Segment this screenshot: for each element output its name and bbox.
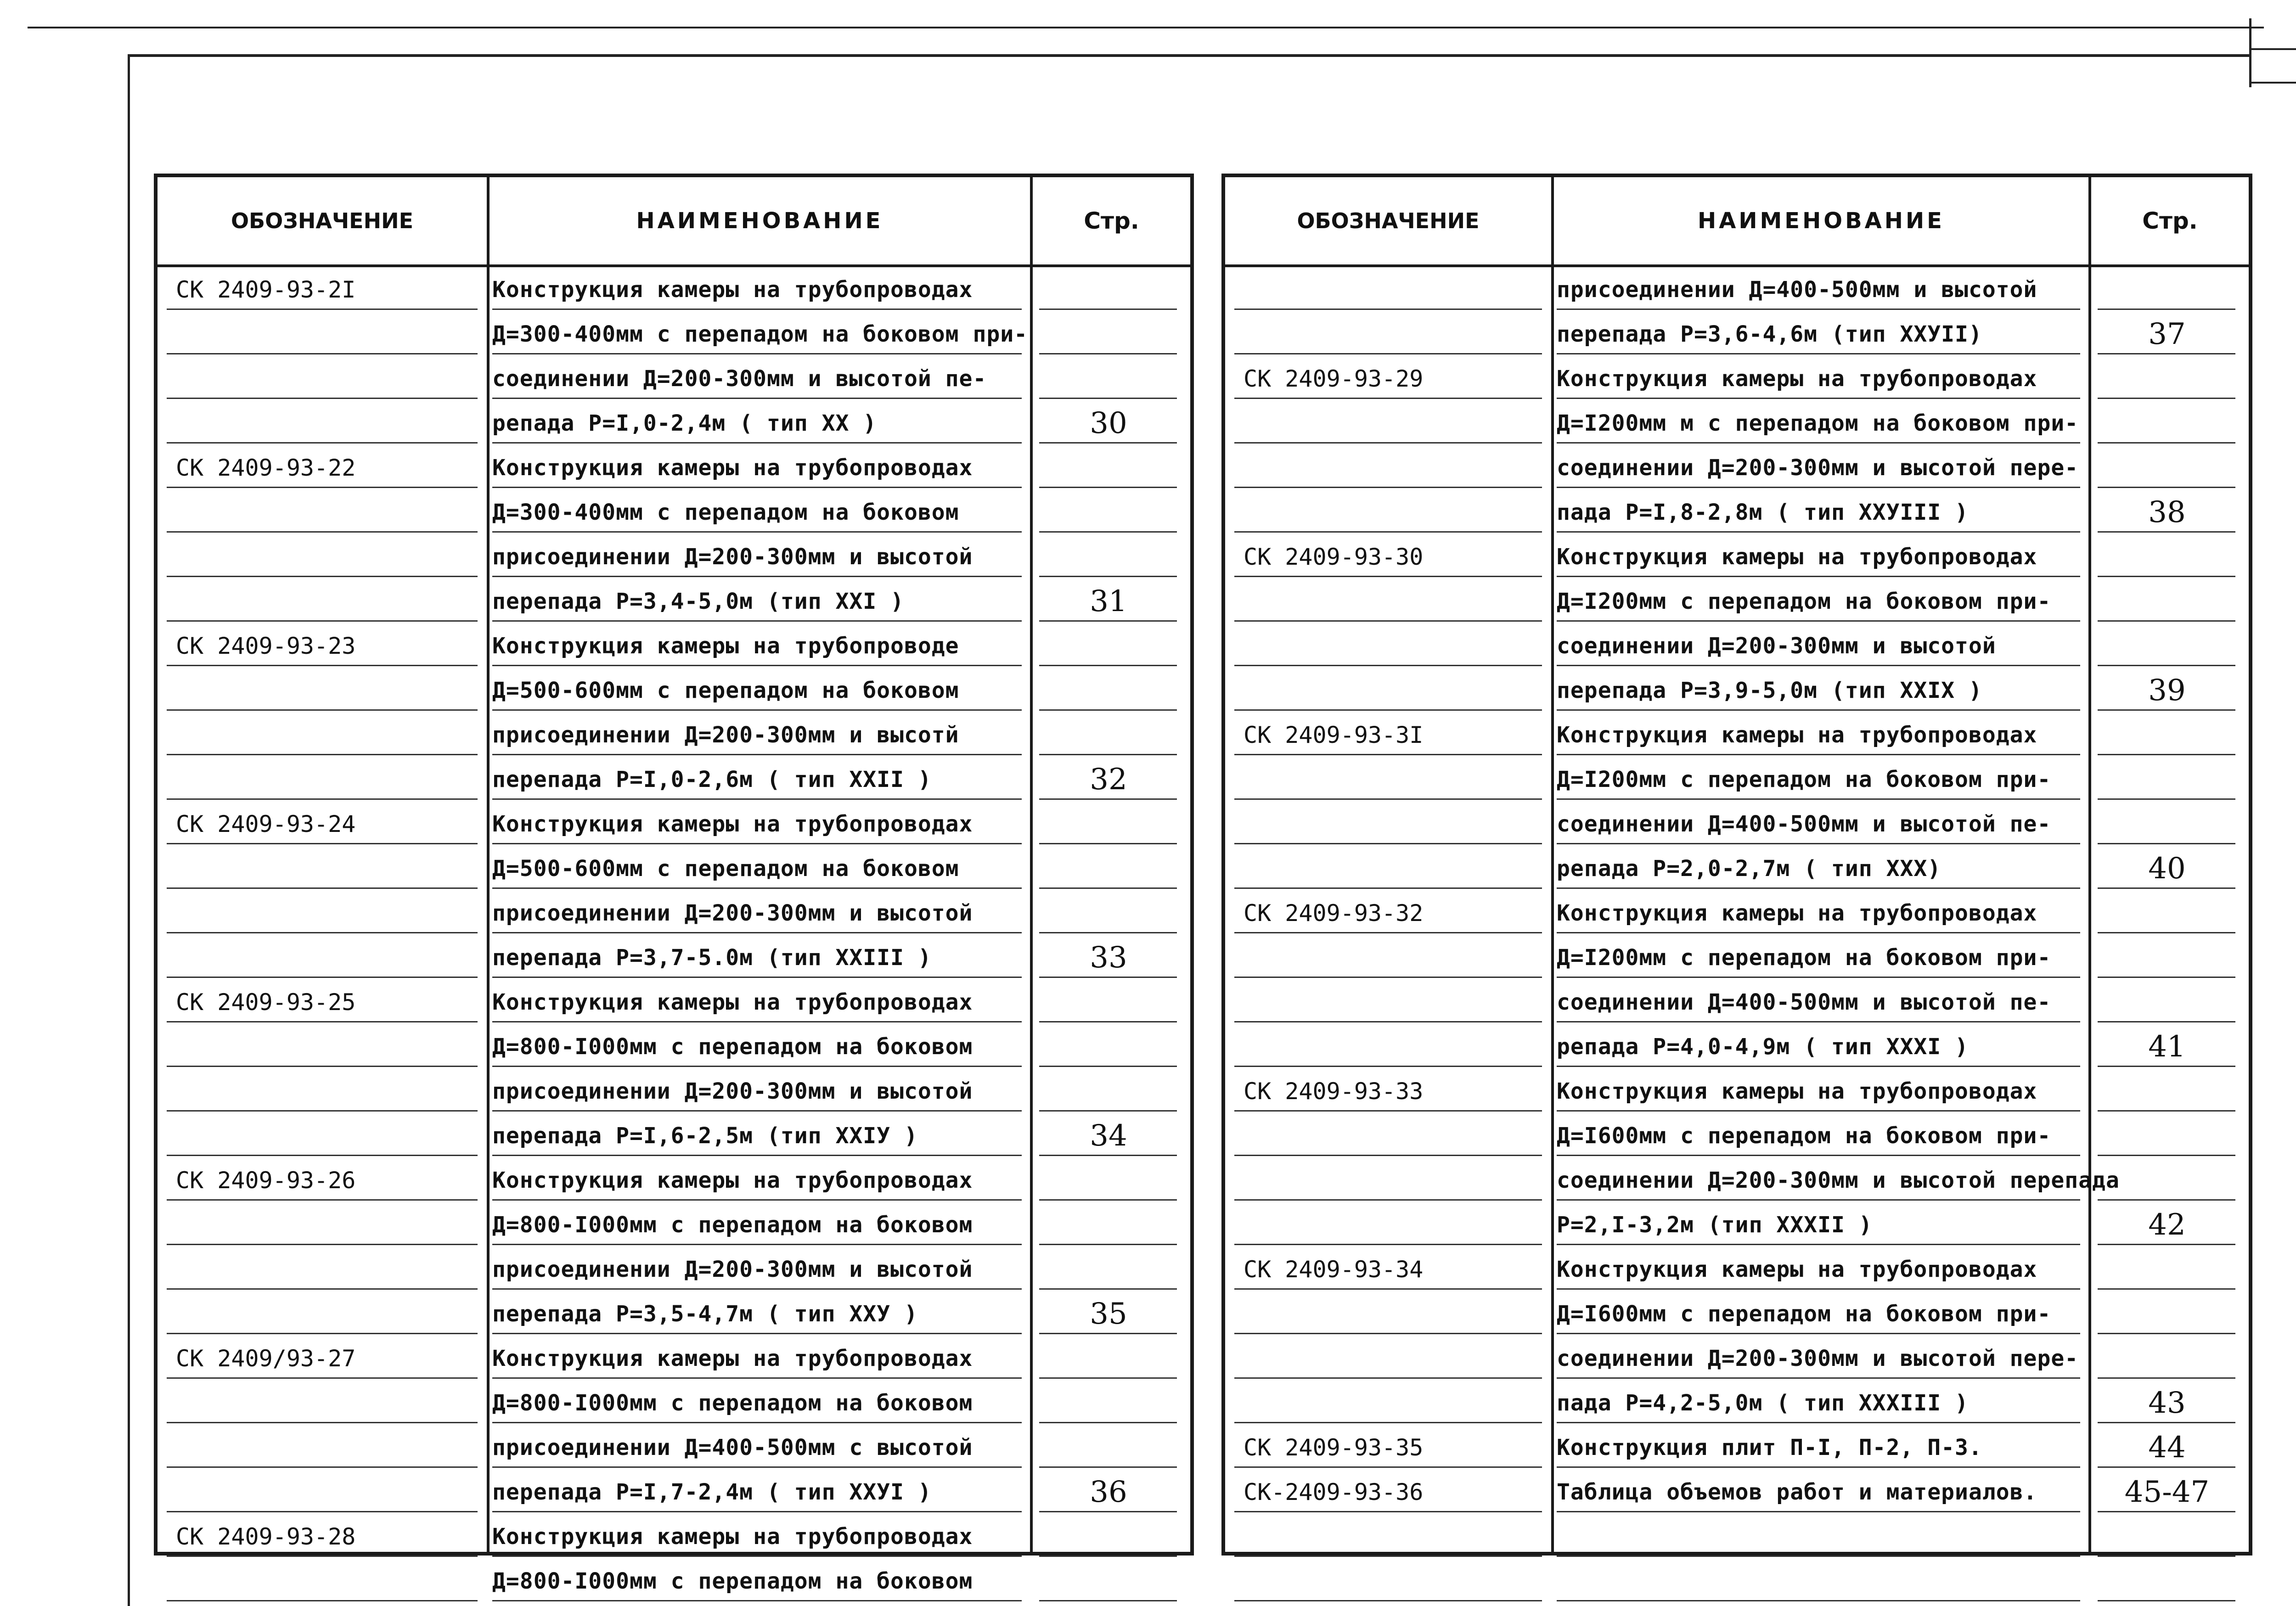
cell-code — [1244, 802, 1547, 846]
cell-page — [2091, 1158, 2243, 1202]
cell-name: соединении Д=400-500мм и высотой пе- — [1557, 989, 2051, 1015]
cell-page — [1033, 445, 1184, 490]
cell-name: Конструкция камеры на трубопроводах — [1557, 1078, 2037, 1104]
cell-name: Д=800-I000мм с перепадом на боковом — [492, 1390, 973, 1416]
table-header — [1225, 177, 2249, 267]
table-row — [158, 1113, 1190, 1158]
cell-name: репада Р=I,0-2,4м ( тип XX ) — [492, 410, 877, 436]
table-row — [158, 1247, 1190, 1292]
cell-code — [176, 846, 482, 891]
cell-page — [2091, 356, 2243, 401]
table-row — [158, 579, 1190, 623]
cell-page — [2091, 1247, 2243, 1292]
cell-name: Д=300-400мм с перепадом на боковом — [492, 499, 959, 525]
table-row — [158, 1069, 1190, 1113]
cell-name: перепада Р=3,4-5,0м (тип XXI ) — [492, 588, 904, 614]
cell-code — [1244, 1514, 1547, 1559]
table-row — [158, 713, 1190, 757]
table-row — [1225, 1381, 2249, 1425]
cell-page — [1033, 668, 1184, 713]
cell-page: 39 — [2148, 673, 2186, 708]
header-page: Стр. — [1084, 208, 1139, 234]
cell-name: Д=800-I000мм с перепадом на боковом — [492, 1212, 973, 1238]
table-row — [158, 267, 1190, 312]
cell-name: Конструкция камеры на трубопроводах — [1557, 1256, 2037, 1282]
cell-name: Д=I600мм с перепадом на боковом при- — [1557, 1301, 2051, 1327]
cell-page — [2091, 623, 2243, 668]
cell-page: 35 — [1090, 1297, 1127, 1331]
table-row — [158, 623, 1190, 668]
cell-page — [1033, 1336, 1184, 1381]
cell-page — [1033, 1381, 1184, 1425]
table-row — [1225, 757, 2249, 802]
top-border-line — [28, 27, 2264, 28]
cell-page — [1033, 356, 1184, 401]
table-row — [158, 802, 1190, 846]
cell-page — [2091, 713, 2243, 757]
cell-code — [1244, 757, 1547, 802]
table-row — [158, 356, 1190, 401]
cell-page: 36 — [1090, 1475, 1127, 1509]
cell-page — [2091, 1336, 2243, 1381]
cell-name: перепада Р=I,0-2,6м ( тип XXII ) — [492, 766, 932, 792]
cell-code: СК 2409-93-23 — [176, 632, 356, 659]
cell-code — [1244, 267, 1547, 312]
table-row — [158, 490, 1190, 534]
cell-name: пада Р=4,2-5,0м ( тип XXXIII ) — [1557, 1390, 1969, 1416]
cell-page — [2091, 1069, 2243, 1113]
header-name: НАИМЕНОВАНИЕ — [636, 208, 884, 234]
table-row — [1225, 713, 2249, 757]
cell-code — [176, 1247, 482, 1292]
table-row — [1225, 312, 2249, 356]
table-row — [158, 935, 1190, 980]
cell-page — [1033, 534, 1184, 579]
table-row — [158, 891, 1190, 935]
table-row — [1225, 1292, 2249, 1336]
cell-code — [176, 668, 482, 713]
table-row — [158, 1202, 1190, 1247]
cell-code — [1244, 1202, 1547, 1247]
cell-page — [2091, 534, 2243, 579]
cell-name: соединении Д=200-300мм и высотой — [1557, 633, 1996, 659]
table-row — [158, 1514, 1190, 1559]
cell-name: Д=I200мм с перепадом на боковом при- — [1557, 766, 2051, 792]
cell-name: перепада Р=I,6-2,5м (тип XXIУ ) — [492, 1123, 918, 1149]
cell-code — [1244, 668, 1547, 713]
cell-code: СК 2409-93-30 — [1244, 543, 1424, 570]
cell-code — [176, 1559, 482, 1603]
cell-name — [1557, 1559, 2085, 1603]
table-row — [1225, 401, 2249, 445]
cell-code: СК 2409-93-33 — [1244, 1078, 1424, 1105]
table-row — [158, 1381, 1190, 1425]
cell-name: соединении Д=200-300мм и высотой пере- — [1557, 455, 2079, 481]
cell-page — [1033, 1425, 1184, 1470]
cell-page: 45-47 — [2124, 1475, 2210, 1509]
cell-code — [1244, 1559, 1547, 1603]
contents-table-left — [154, 174, 1194, 1594]
table-row — [1225, 891, 2249, 935]
table-row — [1225, 1202, 2249, 1247]
cell-name: Д=800-I000мм с перепадом на боковом — [492, 1033, 973, 1060]
cell-name: Конструкция плит П-I, П-2, П-3. — [1557, 1434, 1982, 1460]
table-row — [1225, 846, 2249, 891]
cell-page — [1033, 802, 1184, 846]
cell-page — [2091, 980, 2243, 1024]
cell-code — [1244, 1381, 1547, 1425]
cell-page — [1033, 713, 1184, 757]
table-row — [158, 1470, 1190, 1514]
cell-code — [1244, 1336, 1547, 1381]
cell-name: соединении Д=200-300мм и высотой пере- — [1557, 1345, 2079, 1371]
cell-name: соединении Д=400-500мм и высотой пе- — [1557, 811, 2051, 837]
table-row — [1225, 1559, 2249, 1603]
cell-name: пада Р=I,8-2,8м ( тип XXУIII ) — [1557, 499, 1969, 525]
cell-code: СК 2409-93-26 — [176, 1167, 356, 1194]
cell-page — [1033, 846, 1184, 891]
cell-page — [2091, 935, 2243, 980]
cell-name: Конструкция камеры на трубопроводе — [492, 633, 959, 659]
right-edge-tick — [2250, 48, 2296, 50]
cell-page — [1033, 1514, 1184, 1559]
cell-code — [1244, 445, 1547, 490]
cell-name: Конструкция камеры на трубопроводах — [492, 1167, 973, 1193]
cell-name: присоединении Д=200-300мм и высотой — [492, 544, 973, 570]
table-row — [1225, 1024, 2249, 1069]
cell-name: Д=500-600мм с перепадом на боковом — [492, 677, 959, 703]
cell-code — [1244, 1158, 1547, 1202]
cell-code — [176, 1425, 482, 1470]
cell-page — [1033, 891, 1184, 935]
table-row — [1225, 980, 2249, 1024]
cell-name: Д=300-400мм с перепадом на боковом при- — [492, 321, 1028, 347]
cell-code — [1244, 935, 1547, 980]
table-row — [158, 980, 1190, 1024]
cell-code — [1244, 623, 1547, 668]
cell-code: СК-2409-93-36 — [1244, 1478, 1424, 1505]
cell-name: перепада Р=3,5-4,7м ( тип XXУ ) — [492, 1301, 918, 1327]
cell-name: Конструкция камеры на трубопроводах — [1557, 722, 2037, 748]
cell-page — [1033, 490, 1184, 534]
header-code: ОБОЗНАЧЕНИЕ — [231, 208, 414, 233]
cell-name: Д=I200мм м с перепадом на боковом при- — [1557, 410, 2079, 436]
cell-code — [176, 1202, 482, 1247]
cell-name: соединении Д=200-300мм и высотой перепада — [1557, 1167, 2120, 1193]
cell-page — [1033, 1069, 1184, 1113]
cell-name: перепада Р=3,6-4,6м (тип XXУII) — [1557, 321, 1982, 347]
cell-code — [176, 312, 482, 356]
cell-page — [2091, 1514, 2243, 1559]
cell-code: СК 2409-93-35 — [1244, 1434, 1424, 1461]
table-row — [158, 1292, 1190, 1336]
cell-name: присоединении Д=400-500мм с высотой — [492, 1434, 973, 1460]
cell-page — [2091, 1559, 2243, 1603]
cell-name: Конструкция камеры на трубопроводах — [492, 455, 973, 481]
cell-page — [2091, 802, 2243, 846]
cell-name: Конструкция камеры на трубопроводах — [492, 276, 973, 303]
table-header — [158, 177, 1190, 267]
cell-name: Д=800-I000мм с перепадом на боковом — [492, 1568, 973, 1594]
table-row — [158, 1336, 1190, 1381]
table-row — [1225, 267, 2249, 312]
cell-page: 31 — [1090, 584, 1127, 618]
cell-code — [176, 579, 482, 623]
cell-name — [1557, 1514, 2085, 1559]
cell-page — [2091, 267, 2243, 312]
table-row — [1225, 579, 2249, 623]
cell-name: Конструкция камеры на трубопроводах — [492, 811, 973, 837]
cell-page: 44 — [2148, 1430, 2186, 1465]
header-page: Стр. — [2142, 208, 2198, 234]
table-row — [1225, 490, 2249, 534]
cell-code: СК 2409-93-34 — [1244, 1256, 1424, 1283]
table-row — [1225, 935, 2249, 980]
cell-code — [1244, 401, 1547, 445]
cell-name: присоединении Д=200-300мм и высотой — [492, 1078, 973, 1104]
table-row — [1225, 356, 2249, 401]
header-name: НАИМЕНОВАНИЕ — [1698, 208, 1945, 234]
cell-code: СК 2409/93-27 — [176, 1345, 356, 1372]
cell-code: СК 2409-93-25 — [176, 988, 356, 1016]
cell-name: присоединении Д=200-300мм и высотй — [492, 722, 959, 748]
cell-code — [1244, 846, 1547, 891]
cell-page — [1033, 1024, 1184, 1069]
header-code: ОБОЗНАЧЕНИЕ — [1297, 208, 1480, 233]
cell-page: 37 — [2148, 317, 2186, 351]
cell-page — [1033, 1559, 1184, 1603]
cell-name: присоединении Д=200-300мм и высотой — [492, 900, 973, 926]
table-row — [1225, 1158, 2249, 1202]
cell-page — [1033, 312, 1184, 356]
cell-name: Конструкция камеры на трубопроводах — [1557, 900, 2037, 926]
contents-table-right — [1221, 174, 2252, 1555]
cell-page: 33 — [1090, 940, 1127, 975]
cell-code — [1244, 1292, 1547, 1336]
table-row — [158, 668, 1190, 713]
cell-page — [2091, 579, 2243, 623]
cell-code — [176, 757, 482, 802]
table-row — [158, 1158, 1190, 1202]
cell-code: СК 2409-93-24 — [176, 810, 356, 837]
cell-code — [176, 356, 482, 401]
cell-page — [1033, 623, 1184, 668]
cell-page: 42 — [2148, 1207, 2186, 1242]
cell-page — [2091, 1292, 2243, 1336]
table-row — [1225, 1336, 2249, 1381]
table-row — [158, 1559, 1190, 1603]
cell-code — [176, 1069, 482, 1113]
cell-code — [176, 891, 482, 935]
cell-page: 40 — [2148, 851, 2186, 886]
table-row — [1225, 1514, 2249, 1559]
table-body — [158, 267, 1190, 1594]
table-row — [1225, 1425, 2249, 1470]
cell-name: перепада Р=3,9-5,0м (тип XXIX ) — [1557, 677, 1982, 703]
cell-code — [176, 490, 482, 534]
cell-code: СК 2409-93-3I — [1244, 721, 1424, 748]
cell-page — [1033, 267, 1184, 312]
cell-code — [176, 713, 482, 757]
cell-page: 32 — [1090, 762, 1127, 797]
table-row — [1225, 1113, 2249, 1158]
cell-code: СК 2409-93-32 — [1244, 899, 1424, 927]
inner-top-line — [129, 54, 2250, 57]
cell-name: репада Р=4,0-4,9м ( тип XXXI ) — [1557, 1033, 1969, 1060]
cell-name: Д=I600мм с перепадом на боковом при- — [1557, 1123, 2051, 1149]
cell-name: Таблица объемов работ и материалов. — [1557, 1479, 2037, 1505]
cell-code: СК 2409-93-28 — [176, 1523, 356, 1550]
cell-code — [1244, 1024, 1547, 1069]
cell-name: присоединении Д=400-500мм и высотой — [1557, 276, 2037, 303]
table-row — [1225, 1470, 2249, 1514]
cell-page: 34 — [1090, 1118, 1127, 1153]
cell-page: 38 — [2148, 495, 2186, 529]
cell-code — [176, 1381, 482, 1425]
inner-left-line — [128, 54, 130, 1606]
table-row — [158, 846, 1190, 891]
cell-name: Д=500-600мм с перепадом на боковом — [492, 855, 959, 882]
cell-page — [1033, 1202, 1184, 1247]
cell-page: 41 — [2148, 1029, 2186, 1064]
table-row — [1225, 668, 2249, 713]
cell-code — [1244, 1113, 1547, 1158]
cell-page — [1033, 1158, 1184, 1202]
table-row — [1225, 1069, 2249, 1113]
cell-page — [1033, 1247, 1184, 1292]
table-row — [158, 401, 1190, 445]
cell-code — [176, 1113, 482, 1158]
cell-page — [2091, 757, 2243, 802]
cell-code: СК 2409-93-22 — [176, 454, 356, 481]
table-row — [158, 312, 1190, 356]
cell-code — [1244, 579, 1547, 623]
table-row — [158, 445, 1190, 490]
table-body — [1225, 267, 2249, 1552]
cell-name: Конструкция камеры на трубопроводах — [492, 1345, 973, 1371]
cell-code: СК 2409-93-2I — [176, 276, 356, 303]
cell-code — [1244, 312, 1547, 356]
cell-name: перепада Р=I,7-2,4м ( тип XXУI ) — [492, 1479, 932, 1505]
cell-code — [176, 1292, 482, 1336]
cell-code: СК 2409-93-29 — [1244, 365, 1424, 392]
table-row — [158, 1024, 1190, 1069]
cell-name: перепада Р=3,7-5.0м (тип XXIII ) — [492, 944, 932, 971]
cell-page — [2091, 891, 2243, 935]
cell-name: Д=I200мм с перепадом на боковом при- — [1557, 944, 2051, 971]
table-row — [1225, 445, 2249, 490]
table-row — [158, 1425, 1190, 1470]
right-edge-line — [2249, 18, 2251, 87]
cell-code — [176, 935, 482, 980]
cell-code — [176, 1024, 482, 1069]
cell-page — [2091, 401, 2243, 445]
cell-name: репада Р=2,0-2,7м ( тип XXX) — [1557, 855, 1941, 882]
table-row — [1225, 802, 2249, 846]
cell-code — [176, 401, 482, 445]
cell-name: Р=2,I-3,2м (тип XXXII ) — [1557, 1212, 1873, 1238]
cell-page: 43 — [2148, 1386, 2186, 1420]
right-edge-tick-2 — [2250, 82, 2296, 84]
cell-name: соединении Д=200-300мм и высотой пе- — [492, 365, 987, 392]
cell-page — [2091, 445, 2243, 490]
cell-code — [176, 1470, 482, 1514]
cell-name: Конструкция камеры на трубопроводах — [492, 989, 973, 1015]
cell-page — [2091, 1113, 2243, 1158]
table-row — [1225, 623, 2249, 668]
cell-page — [1033, 980, 1184, 1024]
cell-code — [176, 534, 482, 579]
table-row — [158, 757, 1190, 802]
cell-name: Д=I200мм с перепадом на боковом при- — [1557, 588, 2051, 614]
cell-name: Конструкция камеры на трубопроводах — [492, 1523, 973, 1550]
cell-name: присоединении Д=200-300мм и высотой — [492, 1256, 973, 1282]
cell-name: Конструкция камеры на трубопроводах — [1557, 544, 2037, 570]
cell-name: Конструкция камеры на трубопроводах — [1557, 365, 2037, 392]
cell-code — [1244, 490, 1547, 534]
cell-page: 30 — [1090, 406, 1127, 440]
table-row — [158, 534, 1190, 579]
table-row — [1225, 534, 2249, 579]
cell-code — [1244, 980, 1547, 1024]
table-row — [1225, 1247, 2249, 1292]
